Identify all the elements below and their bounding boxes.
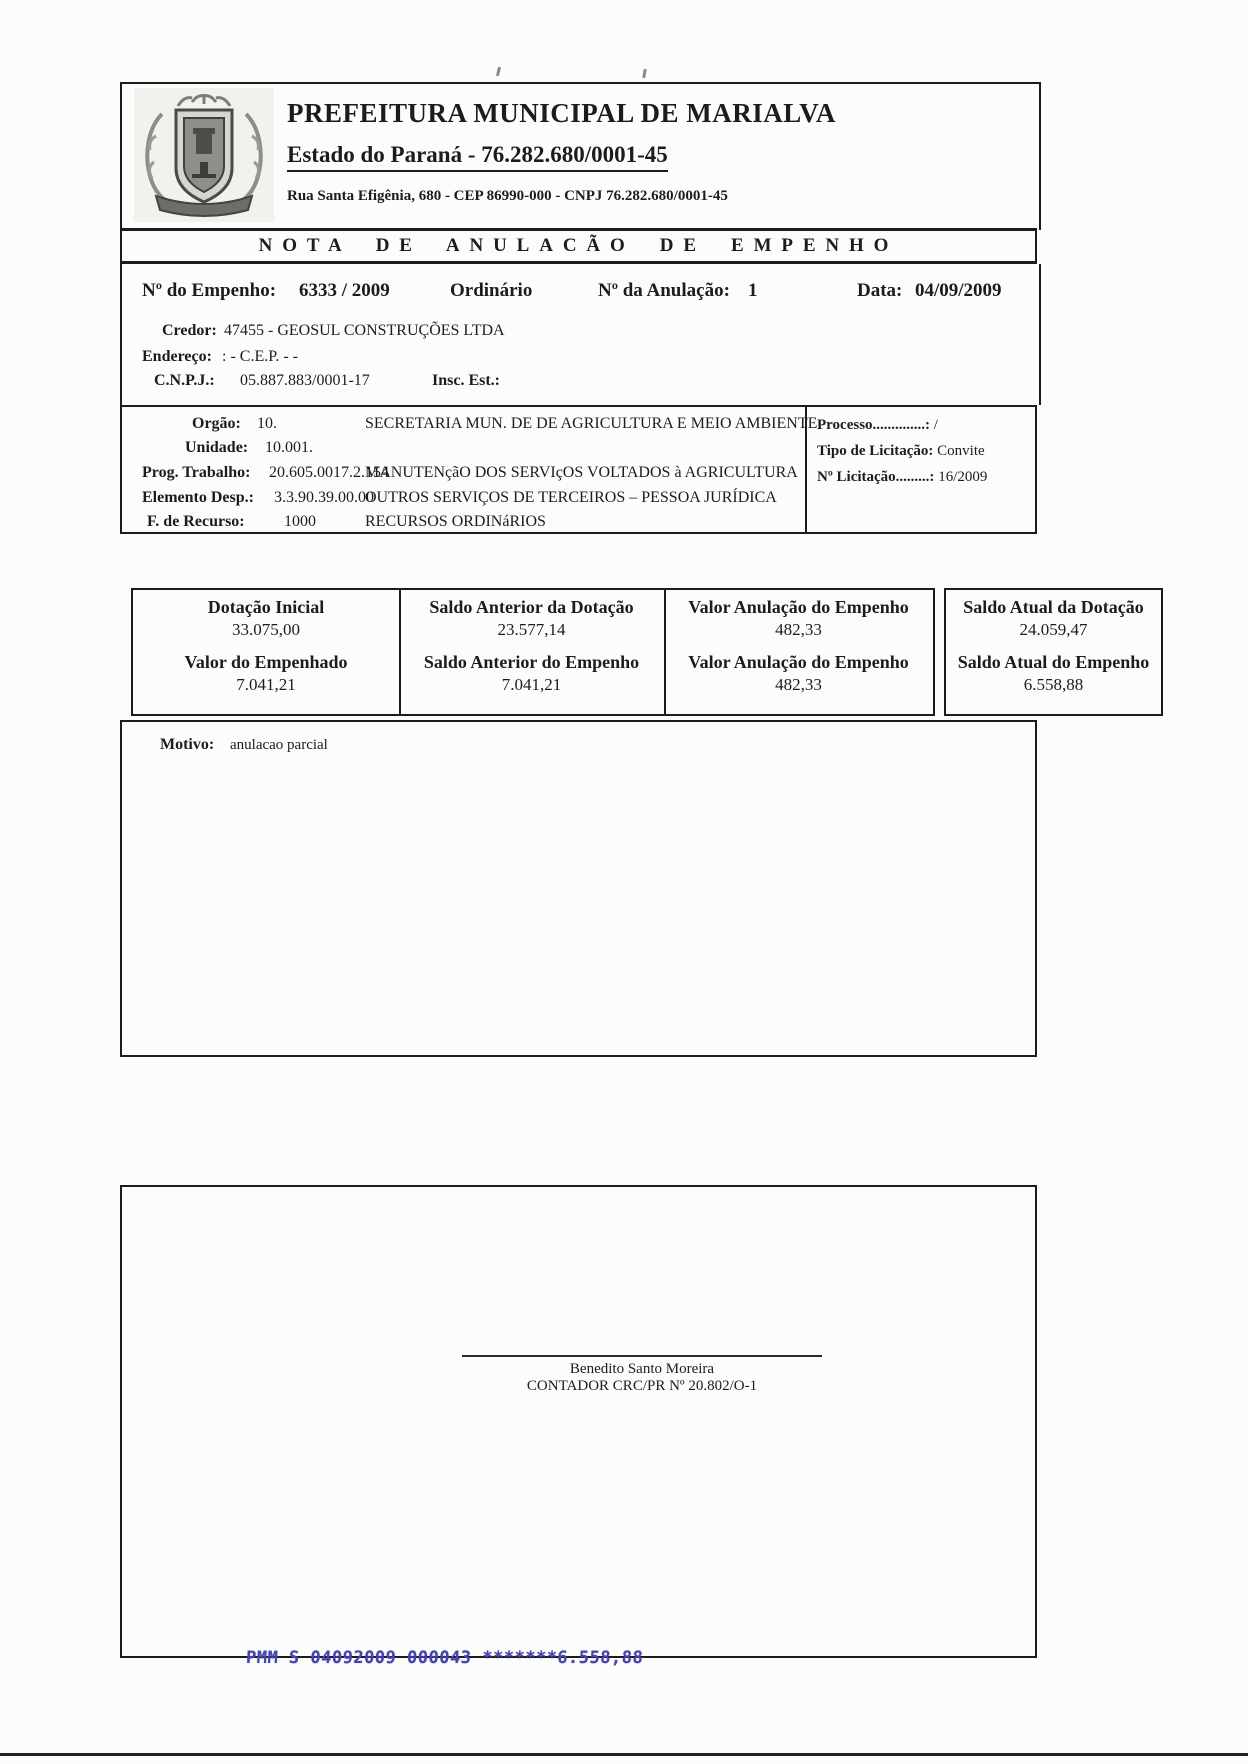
- coat-of-arms-logo: [134, 88, 274, 222]
- value-cell: 7.041,21: [236, 675, 296, 694]
- empenho-number-value: 6333 / 2009: [299, 280, 390, 301]
- value-cell: 33.075,00: [232, 620, 300, 639]
- orgao-code: 10.: [257, 415, 277, 432]
- date-value: 04/09/2009: [915, 280, 1002, 301]
- creditor-label: Credor:: [162, 322, 217, 339]
- signer-name: Benedito Santo Moreira: [569, 1361, 715, 1377]
- value-label: Dotação Inicial: [207, 597, 325, 617]
- value-label: Saldo Anterior da Dotação: [429, 597, 634, 617]
- value-label: Saldo Atual da Dotação: [963, 597, 1144, 617]
- values-column-saldo-anterior: [399, 588, 666, 716]
- scan-edge-artifact: [0, 1753, 1248, 1756]
- machine-validation-stamp: PMM S 04092009 000043 *******6.558,88: [245, 1648, 644, 1668]
- value-label: Valor Anulação do Empenho: [688, 597, 909, 617]
- state-and-cnpj: Estado do Paraná - 76.282.680/0001-45: [287, 142, 668, 172]
- motivo-value: anulacao parcial: [230, 737, 328, 753]
- licitacao-panel: [805, 407, 1037, 532]
- elemento-despesa-description: OUTROS SERVIÇOS DE TERCEIROS – PESSOA JURÍDICA: [365, 489, 777, 506]
- tipo-licitacao-value: Convite: [937, 443, 985, 459]
- value-cell: 482,33: [775, 620, 822, 639]
- state-registration-label: Insc. Est.:: [432, 372, 501, 389]
- value-cell: 482,33: [775, 675, 822, 694]
- budget-classification-section: [120, 405, 1037, 534]
- unidade-label: Unidade:: [185, 439, 249, 456]
- scan-artifact: [496, 67, 501, 76]
- value-cell: 23.577,14: [497, 620, 566, 639]
- motivo-section: [120, 720, 1037, 1057]
- address-label: Endereço:: [142, 348, 212, 365]
- unidade-code: 10.001.: [265, 439, 313, 456]
- tipo-licitacao-label: Tipo de Licitação:: [817, 443, 934, 459]
- signature-line: [462, 1355, 822, 1357]
- values-column-saldo-atual: [944, 588, 1163, 716]
- empenho-type: Ordinário: [450, 280, 533, 301]
- value-cell: 7.041,21: [501, 675, 562, 694]
- processo-value: /: [933, 417, 938, 433]
- prog-trabalho-code: 20.605.0017.2.154: [269, 464, 389, 481]
- scan-artifact: [642, 69, 647, 78]
- date-label: Data:: [857, 280, 903, 301]
- elemento-despesa-code: 3.3.90.39.00.00: [274, 489, 374, 506]
- municipality-title: PREFEITURA MUNICIPAL DE MARIALVA: [287, 98, 836, 128]
- orgao-label: Orgão:: [192, 415, 241, 432]
- anulacao-number-label: Nº da Anulação:: [598, 280, 730, 301]
- document-title: NOTA DE ANULACÃO DE EMPENHO: [258, 235, 899, 256]
- cnpj-label: C.N.P.J.:: [154, 372, 215, 389]
- value-label: Saldo Atual do Empenho: [957, 652, 1150, 672]
- address-line: Rua Santa Efigênia, 680 - CEP 86990-000 - CNPJ 76.282.680/0001-45: [287, 188, 728, 204]
- elemento-despesa-label: Elemento Desp.:: [142, 489, 254, 506]
- orgao-description: SECRETARIA MUN. DE DE AGRICULTURA E MEIO AMBIENTE: [365, 415, 818, 432]
- signature-block: [412, 1355, 872, 1395]
- document-header: [120, 82, 1041, 230]
- numero-licitacao-value: 16/2009: [938, 469, 988, 485]
- fonte-recurso-code: 1000: [284, 513, 316, 530]
- signature-section: [120, 1185, 1037, 1658]
- value-cell: 6.558,88: [1023, 675, 1084, 694]
- empenho-number-label: Nº do Empenho:: [142, 280, 277, 301]
- signer-title: CONTADOR CRC/PR Nº 20.802/O-1: [526, 1378, 758, 1394]
- value-label: Valor Anulação do Empenho: [688, 652, 909, 672]
- prog-trabalho-label: Prog. Trabalho:: [142, 464, 251, 481]
- processo-label: Processo..............:: [817, 417, 931, 433]
- numero-licitacao-label: Nº Licitação.........:: [817, 469, 935, 485]
- value-label: Saldo Anterior do Empenho: [423, 652, 640, 672]
- prog-trabalho-description: MANUTENçãO DOS SERVIçOS VOLTADOS à AGRICULTURA: [365, 464, 798, 481]
- motivo-label: Motivo:: [160, 736, 215, 753]
- creditor-value: 47455 - GEOSUL CONSTRUÇÕES LTDA: [224, 322, 505, 339]
- address-value: : - C.E.P. - -: [222, 348, 298, 365]
- empenho-info-section: [120, 264, 1041, 405]
- fonte-recurso-label: F. de Recurso:: [147, 513, 245, 530]
- values-column-valor-anulacao: [664, 588, 935, 716]
- values-column-dotacao: [131, 588, 401, 716]
- fonte-recurso-description: RECURSOS ORDINáRIOS: [365, 513, 546, 530]
- cnpj-value: 05.887.883/0001-17: [240, 372, 370, 389]
- document-title-band: [120, 228, 1037, 264]
- value-label: Valor do Empenhado: [184, 652, 348, 672]
- value-cell: 24.059,47: [1019, 620, 1088, 639]
- anulacao-number-value: 1: [748, 280, 758, 301]
